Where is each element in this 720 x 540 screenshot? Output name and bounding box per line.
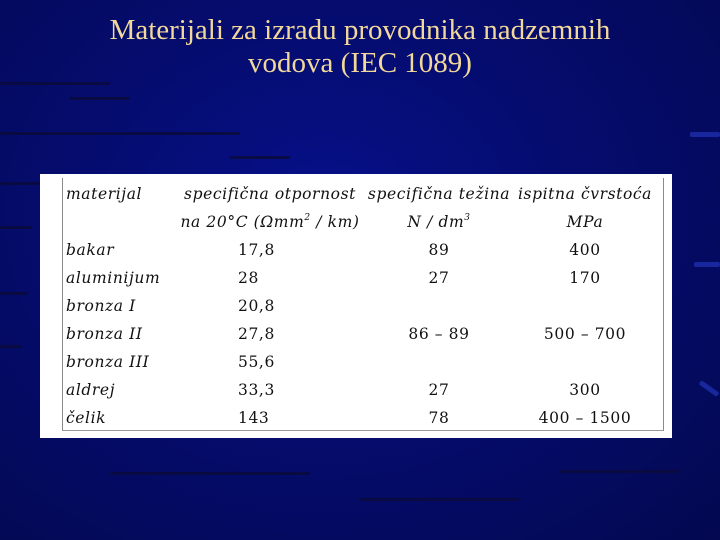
slide-title-line-2: vodova (IEC 1089) <box>248 47 472 79</box>
materials-table <box>66 180 656 432</box>
resistivity-value: 33,3 <box>238 381 275 399</box>
table-row <box>66 236 656 264</box>
resistivity-value: 27,8 <box>238 325 275 343</box>
material-name: čelik <box>66 409 107 427</box>
test-strength-value: 500 – 700 <box>543 325 627 343</box>
table-row <box>66 376 656 404</box>
slide-title-line-1: Materijali za izradu provodnika nadzemnih <box>109 14 611 46</box>
resistivity-value: 55,6 <box>238 353 275 371</box>
table-row <box>66 264 656 292</box>
material-name: aluminijum <box>66 269 161 287</box>
specific-weight-value: 89 <box>428 241 450 259</box>
test-strength-value <box>514 292 656 320</box>
material-name: bronza II <box>66 325 143 343</box>
table-row <box>66 348 656 376</box>
test-strength-value: 400 – 1500 <box>538 409 632 427</box>
header-specific-weight: specifična težina <box>367 185 511 203</box>
material-name: bronza III <box>66 353 150 371</box>
specific-weight-value: 78 <box>428 409 450 427</box>
resistivity-value: 28 <box>238 269 259 287</box>
units-material <box>66 208 176 236</box>
resistivity-value: 20,8 <box>238 297 275 315</box>
material-name: bronza I <box>66 297 136 315</box>
resistivity-value: 143 <box>238 409 270 427</box>
test-strength-value: 300 <box>569 381 601 399</box>
materials-table-card <box>40 174 672 438</box>
units-specific-weight: N / $dm^3$ <box>407 213 471 231</box>
material-name: bakar <box>66 241 115 259</box>
material-name: aldrej <box>66 381 116 399</box>
specific-weight-value <box>364 292 514 320</box>
table-units-row <box>66 208 656 236</box>
header-material: materijal <box>66 185 143 203</box>
header-resistivity: specifična otpornost <box>184 185 356 203</box>
test-strength-value <box>514 348 656 376</box>
test-strength-value: 400 <box>569 241 601 259</box>
specific-weight-value: 27 <box>428 381 450 399</box>
header-test-strength: ispitna čvrstoća <box>517 185 653 203</box>
resistivity-value: 17,8 <box>238 241 275 259</box>
units-test-strength: MPa <box>566 213 604 231</box>
units-resistivity: na 20°C (Ωmm$^2$ / km) <box>180 213 360 231</box>
test-strength-value: 170 <box>569 269 601 287</box>
table-row <box>66 404 656 432</box>
specific-weight-value: 27 <box>428 269 450 287</box>
table-row <box>66 320 656 348</box>
specific-weight-value <box>364 348 514 376</box>
slide-title <box>0 14 720 80</box>
table-row <box>66 292 656 320</box>
specific-weight-value: 86 – 89 <box>408 325 470 343</box>
table-header-row <box>66 180 656 208</box>
